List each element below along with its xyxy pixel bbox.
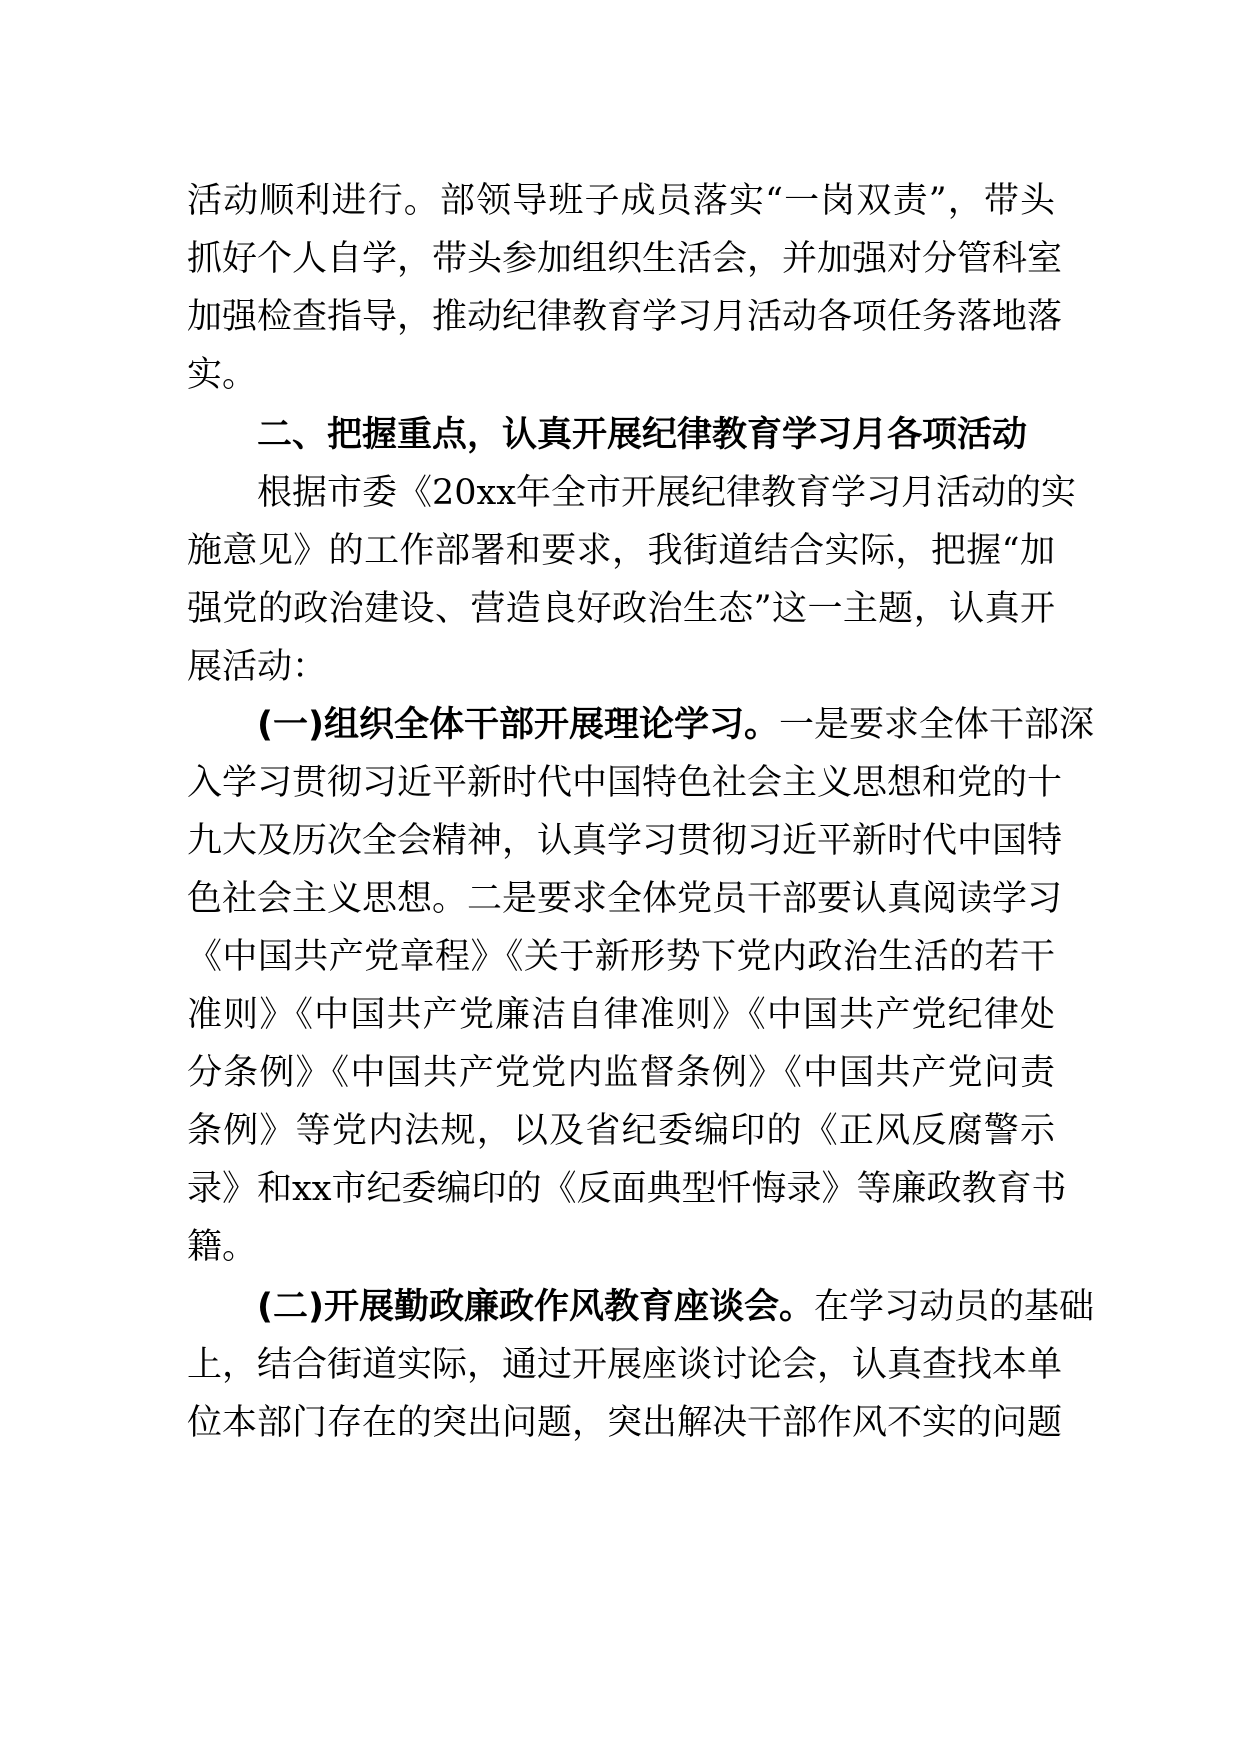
item-first-line xyxy=(187,692,1095,758)
paragraph-line: 上，结合街道实际，通过开展座谈讨论会，认真查找本单 xyxy=(187,1345,1063,1385)
item-title: (一)组织全体干部开展理论学习。 xyxy=(257,705,779,745)
paragraph-line: 籍。 xyxy=(187,1227,258,1267)
item-text: 一是要求全体干部深 xyxy=(779,705,1095,745)
paragraph-line: 条例》等党内法规，以及省纪委编印的《正风反腐警示 xyxy=(187,1111,1055,1151)
paragraph-line: 《中国共产党章程》《关于新形势下党内政治生活的若干 xyxy=(187,937,1055,977)
paragraph-line: 施意见》的工作部署和要求，我街道结合实际，把握“加 xyxy=(187,531,1055,571)
paragraph-line: 实。 xyxy=(187,355,258,395)
paragraph-line: 根据市委《20xx年全市开展纪律教育学习月活动的实 xyxy=(257,473,1077,513)
paragraph-line: 录》和xx市纪委编印的《反面典型忏悔录》等廉政教育书 xyxy=(187,1169,1067,1209)
paragraph-line: 活动顺利进行。部领导班子成员落实“一岗双责”，带头 xyxy=(187,181,1055,221)
paragraph-line: 加强检查指导，推动纪律教育学习月活动各项任务落地落 xyxy=(187,297,1063,337)
item-first-line xyxy=(187,1274,1095,1340)
item-text: 在学习动员的基础 xyxy=(814,1287,1095,1327)
item-title: (二)开展勤政廉政作风教育座谈会。 xyxy=(257,1287,814,1327)
paragraph-line: 强党的政治建设、营造良好政治生态”这一主题，认真开 xyxy=(187,589,1055,629)
paragraph-line: 展活动： xyxy=(187,647,328,687)
paragraph-line: 分条例》《中国共产党党内监督条例》《中国共产党问责 xyxy=(187,1053,1055,1093)
paragraph-line: 位本部门存在的突出问题，突出解决干部作风不实的问题 xyxy=(187,1403,1063,1443)
paragraph-line: 九大及历次全会精神，认真学习贯彻习近平新时代中国特 xyxy=(187,821,1063,861)
paragraph-line: 抓好个人自学，带头参加组织生活会，并加强对分管科室 xyxy=(187,239,1063,279)
paragraph-line: 入学习贯彻习近平新时代中国特色社会主义思想和党的十 xyxy=(187,763,1063,803)
section-heading: 二、把握重点，认真开展纪律教育学习月各项活动 xyxy=(257,415,1028,455)
paragraph-line: 色社会主义思想。二是要求全体党员干部要认真阅读学习 xyxy=(187,879,1063,919)
paragraph-line: 准则》《中国共产党廉洁自律准则》《中国共产党纪律处 xyxy=(187,995,1055,1035)
